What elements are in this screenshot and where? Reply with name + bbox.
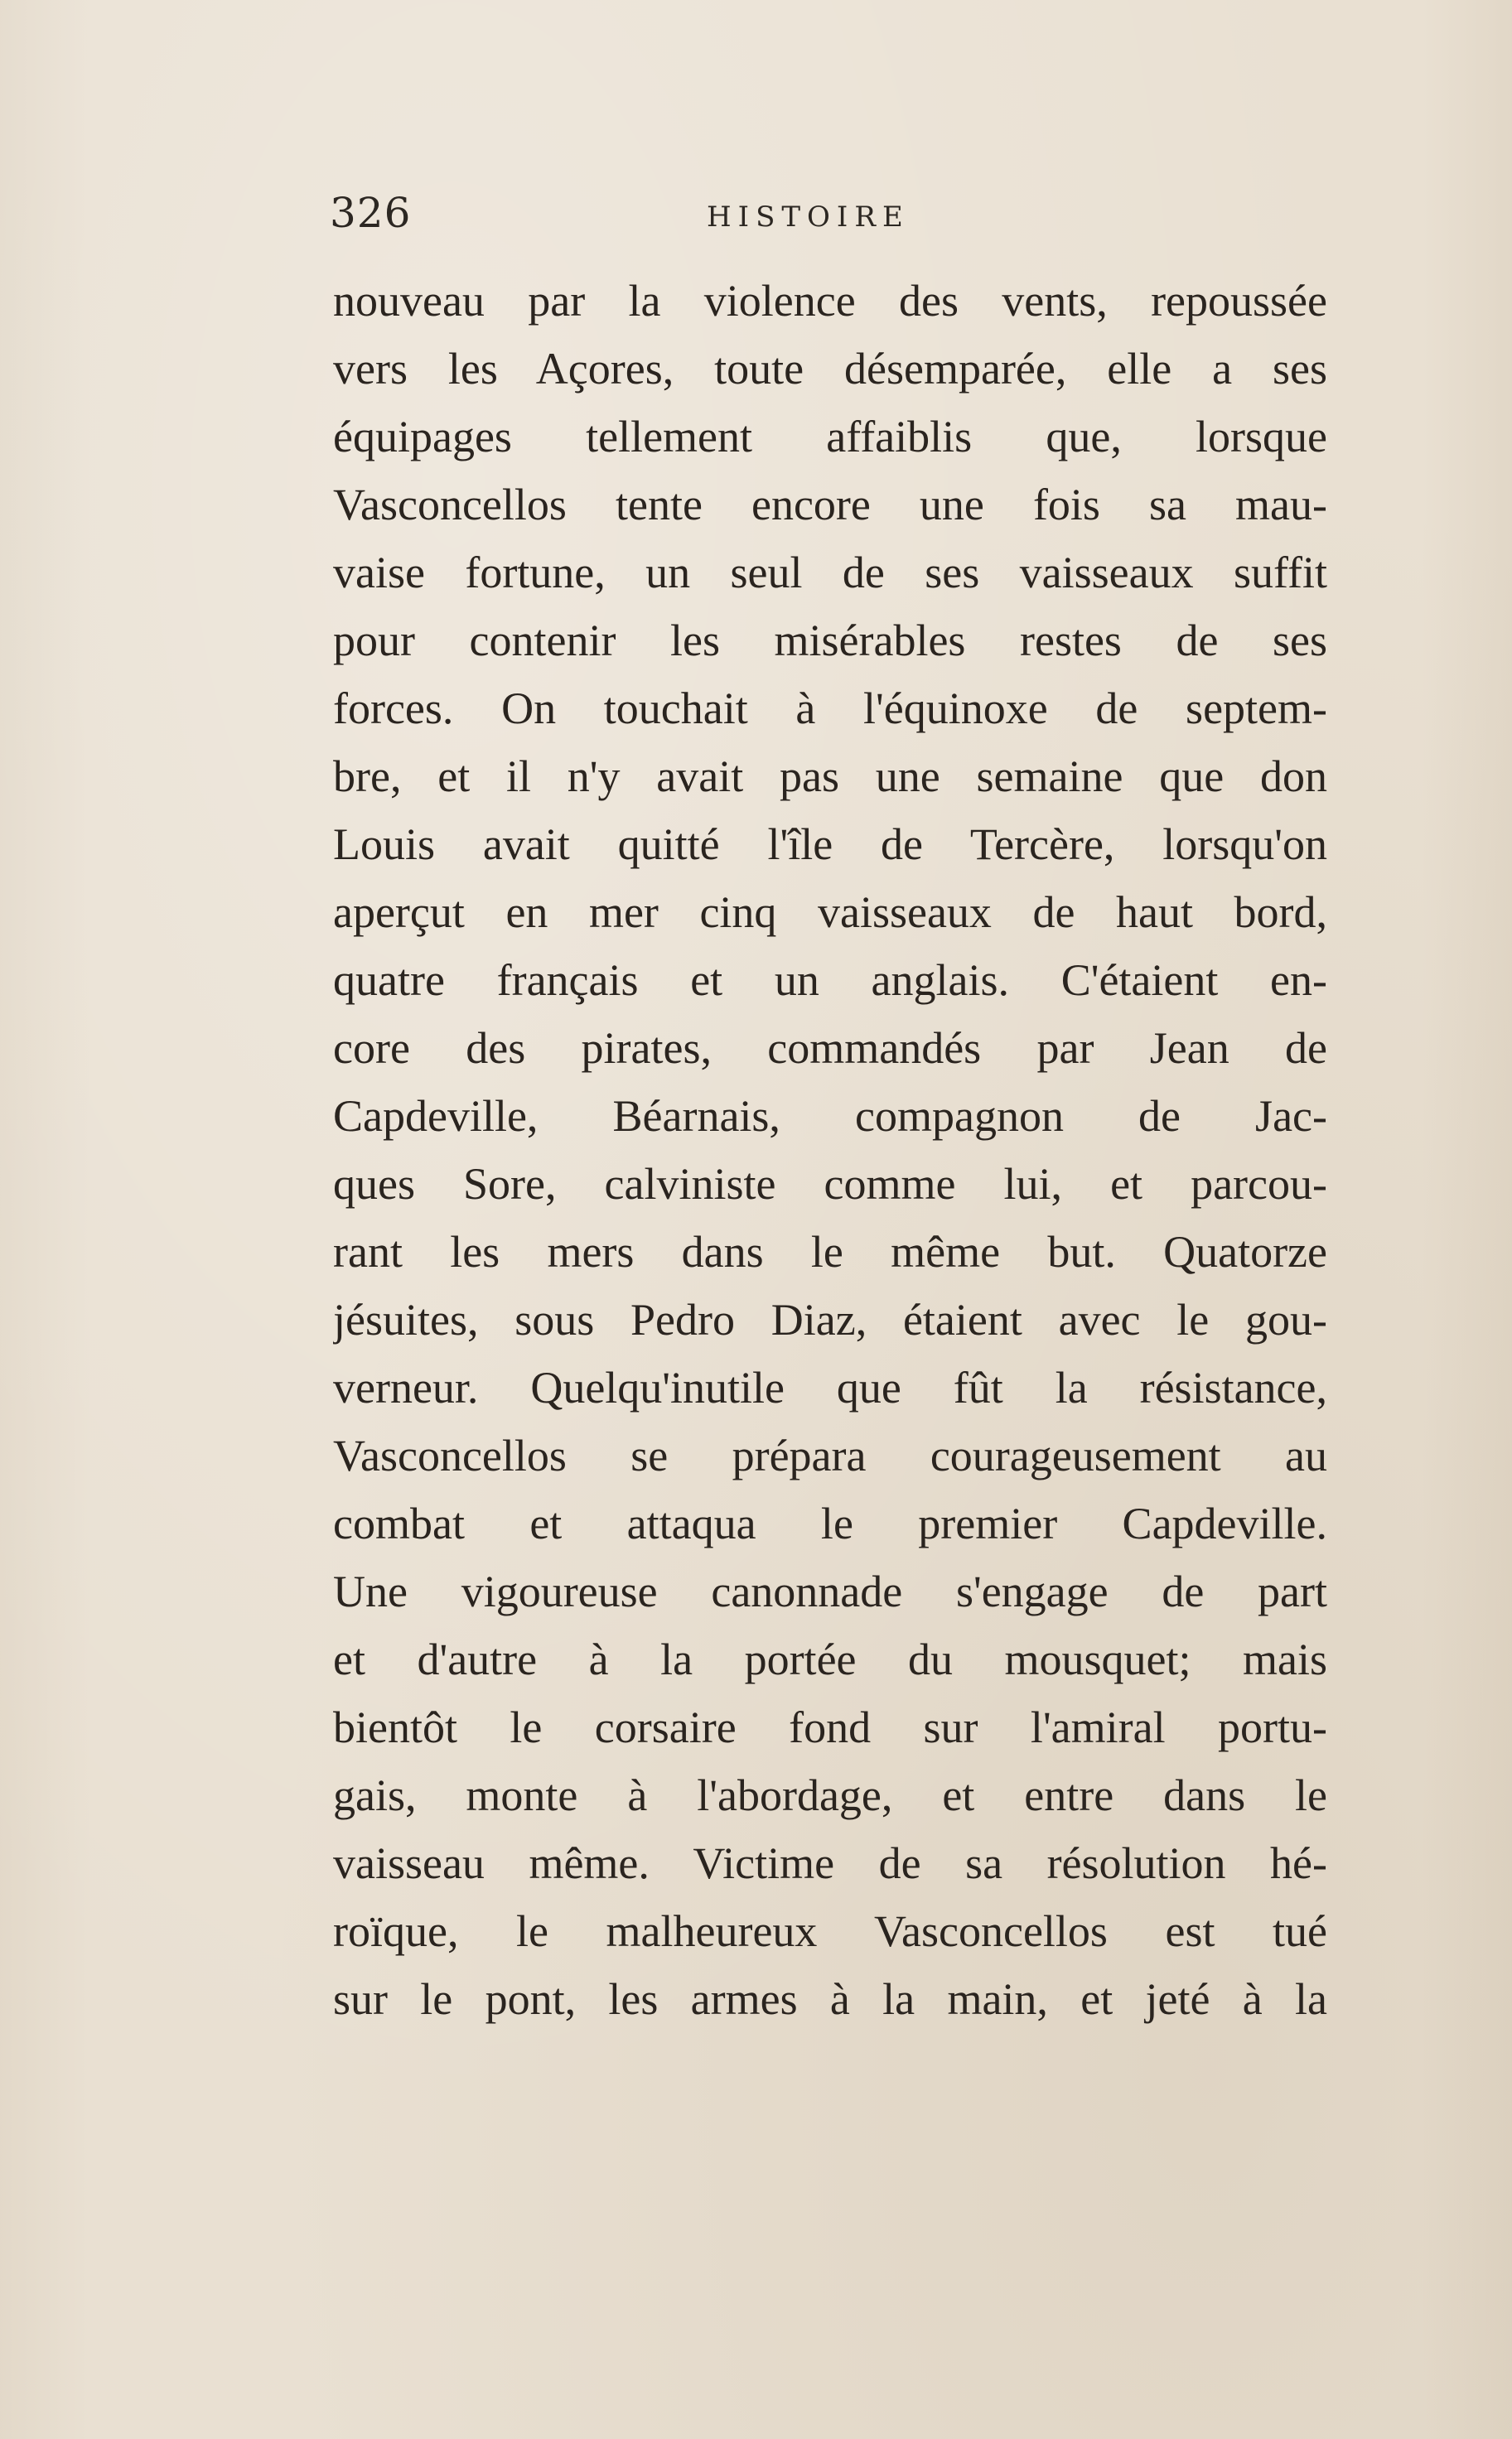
text-line: forces. On touchait à l'équinoxe de septem- <box>333 683 1327 733</box>
text-line: bre, et il n'y avait pas une semaine que don <box>333 751 1327 801</box>
text-line: sur le pont, les armes à la main, et jeté à la <box>333 1974 1327 2024</box>
text-line: vers les Açores, toute désemparée, elle a ses <box>333 344 1327 394</box>
text-line: Une vigoureuse canonnade s'engage de part <box>333 1567 1327 1616</box>
text-line: vaise fortune, un seul de ses vaisseaux suffit <box>333 548 1327 597</box>
page-number: 326 <box>330 189 412 237</box>
text-line: Vasconcellos tente encore une fois sa mau- <box>333 480 1327 529</box>
text-line: jésuites, sous Pedro Diaz, étaient avec le gou- <box>333 1295 1327 1345</box>
text-line: pour contenir les misérables restes de ses <box>333 616 1327 665</box>
text-line: Vasconcellos se prépara courageusement au <box>333 1431 1327 1480</box>
text-line: rant les mers dans le même but. Quatorze <box>333 1227 1327 1277</box>
text-line: gais, monte à l'abordage, et entre dans le <box>333 1770 1327 1820</box>
text-line: nouveau par la violence des vents, repoussée <box>333 276 1327 326</box>
page-header <box>330 189 1324 255</box>
text-line: verneur. Quelqu'inutile que fût la résistance, <box>333 1363 1327 1413</box>
text-line: roïque, le malheureux Vasconcellos est tué <box>333 1906 1327 1956</box>
text-line: et d'autre à la portée du mousquet; mais <box>333 1635 1327 1684</box>
text-line: aperçut en mer cinq vaisseaux de haut bord, <box>333 887 1327 937</box>
text-line: vaisseau même. Victime de sa résolution hé- <box>333 1838 1327 1888</box>
body-text <box>333 267 1327 2033</box>
text-line: quatre français et un anglais. C'étaient en- <box>333 955 1327 1005</box>
text-line: Capdeville, Béarnais, compagnon de Jac- <box>333 1091 1327 1141</box>
text-line: core des pirates, commandés par Jean de <box>333 1023 1327 1073</box>
running-title: HISTOIRE <box>707 200 910 234</box>
text-line: Louis avait quitté l'île de Tercère, lorsqu'on <box>333 819 1327 869</box>
text-line: ques Sore, calviniste comme lui, et parcou- <box>333 1159 1327 1209</box>
text-line: équipages tellement affaiblis que, lorsque <box>333 412 1327 461</box>
text-line: bientôt le corsaire fond sur l'amiral portu- <box>333 1702 1327 1752</box>
text-line: combat et attaqua le premier Capdeville. <box>333 1499 1327 1548</box>
